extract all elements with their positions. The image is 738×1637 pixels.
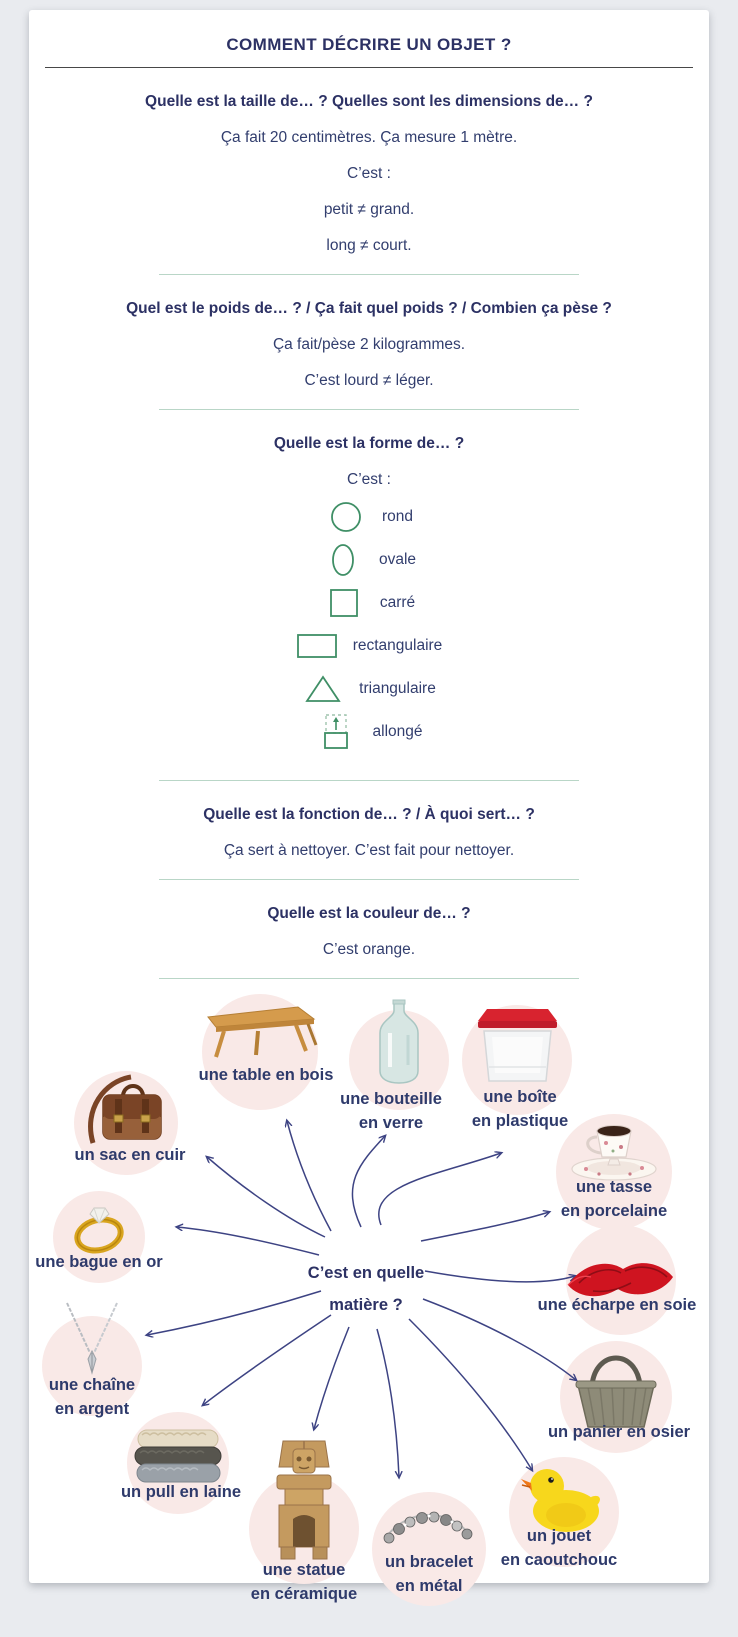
shape-label: rond <box>381 507 414 525</box>
ceramic-statue-photo <box>269 1437 339 1562</box>
wool-sweater-photo <box>130 1427 225 1485</box>
arrow-to-statue <box>314 1327 349 1429</box>
material-label-echarpe: une écharpe en soie <box>537 1296 697 1314</box>
section-divider <box>159 409 579 410</box>
material-mindmap <box>29 979 709 1637</box>
color-section-heading: Quelle est la couleur de… ? <box>267 905 471 922</box>
mindmap-center-question: C’est en quelle matière ? <box>307 1264 425 1314</box>
shape-label: carré <box>379 593 416 611</box>
arrow-to-tasse <box>421 1212 549 1241</box>
size-line: long ≠ court. <box>326 237 412 254</box>
triangle-shape-icon <box>302 674 344 704</box>
arrow-to-bague <box>177 1227 319 1255</box>
function-line: Ça sert à nettoyer. C’est fait pour nettoyer. <box>223 842 515 859</box>
leather-bag-photo <box>83 1071 169 1151</box>
gold-ring-photo <box>64 1201 134 1257</box>
weight-line: Ça fait/pèse 2 kilogrammes. <box>272 336 466 353</box>
glass-bottle-photo <box>370 999 428 1085</box>
shape-intro: C’est : <box>347 471 391 488</box>
rectangle-shape-icon <box>296 633 338 659</box>
section-divider <box>159 274 579 275</box>
shape-row-allonge <box>29 710 709 753</box>
color-line: C’est orange. <box>322 941 416 958</box>
material-label-tasse: une tasse en porcelaine <box>560 1178 668 1220</box>
size-line: C’est : <box>347 165 391 182</box>
arrow-to-jouet <box>409 1319 532 1470</box>
elongated-shape-icon <box>316 713 358 751</box>
material-label-jouet: un jouet en caoutchouc <box>500 1527 618 1569</box>
material-label-table: une table en bois <box>198 1066 334 1084</box>
material-label-bracelet: un bracelet en métal <box>384 1553 474 1595</box>
material-label-boite: une boîte en plastique <box>471 1088 569 1130</box>
shape-section-heading: Quelle est la forme de… ? <box>273 435 465 452</box>
arrow-to-boite <box>379 1153 501 1225</box>
shape-label: ovale <box>378 550 417 568</box>
worksheet-card <box>29 10 709 1603</box>
wicker-basket-photo <box>570 1343 662 1431</box>
porcelain-cup-photo <box>564 1111 664 1183</box>
arrow-to-table <box>287 1121 331 1231</box>
section-divider <box>159 780 579 781</box>
shapes-list <box>29 495 709 753</box>
weight-section-heading: Quel est le poids de… ? / Ça fait quel poids ? / Combien ça pèse ? <box>126 300 612 317</box>
circle-shape-icon <box>325 501 367 533</box>
material-label-sac: un sac en cuir <box>74 1146 186 1164</box>
arrow-to-bouteille <box>352 1136 385 1227</box>
shape-row-carre <box>29 581 709 624</box>
material-label-pull: un pull en laine <box>120 1483 242 1501</box>
shape-row-rectangulaire <box>29 624 709 667</box>
page-title: COMMENT DÉCRIRE UN OBJET ? <box>226 35 512 54</box>
shape-row-ovale <box>29 538 709 581</box>
shape-row-rond <box>29 495 709 538</box>
arrow-to-chaine <box>147 1291 321 1335</box>
material-label-bague: une bague en or <box>35 1253 163 1271</box>
plastic-box-photo <box>470 1001 565 1086</box>
arrow-to-pull <box>203 1315 331 1405</box>
square-shape-icon <box>323 588 365 618</box>
weight-line: C’est lourd ≠ léger. <box>304 372 434 389</box>
size-line: Ça fait 20 centimètres. Ça mesure 1 mètre. <box>220 129 518 146</box>
function-section-heading: Quelle est la fonction de… ? / À quoi sert… ? <box>203 806 535 823</box>
title-divider <box>45 67 693 68</box>
arrow-to-sac <box>207 1157 325 1237</box>
section-divider <box>159 879 579 880</box>
silver-chain-photo <box>59 1301 125 1375</box>
material-label-statue: une statue en céramique <box>250 1561 358 1603</box>
shape-label: allongé <box>372 722 423 740</box>
material-label-panier: un panier en osier <box>547 1423 691 1441</box>
arrow-to-echarpe <box>425 1271 575 1282</box>
wooden-table-photo <box>200 1001 320 1059</box>
shape-row-triangulaire <box>29 667 709 710</box>
oval-shape-icon <box>322 543 364 577</box>
size-line: petit ≠ grand. <box>323 201 415 218</box>
material-label-bouteille: une bouteille en verre <box>340 1090 442 1132</box>
arrow-to-bracelet <box>377 1329 399 1477</box>
material-label-chaine: une chaîne en argent <box>48 1376 136 1418</box>
shape-label: rectangulaire <box>352 636 443 654</box>
size-section-heading: Quelle est la taille de… ? Quelles sont les dimensions de… ? <box>145 93 593 110</box>
shape-label: triangulaire <box>359 679 436 697</box>
